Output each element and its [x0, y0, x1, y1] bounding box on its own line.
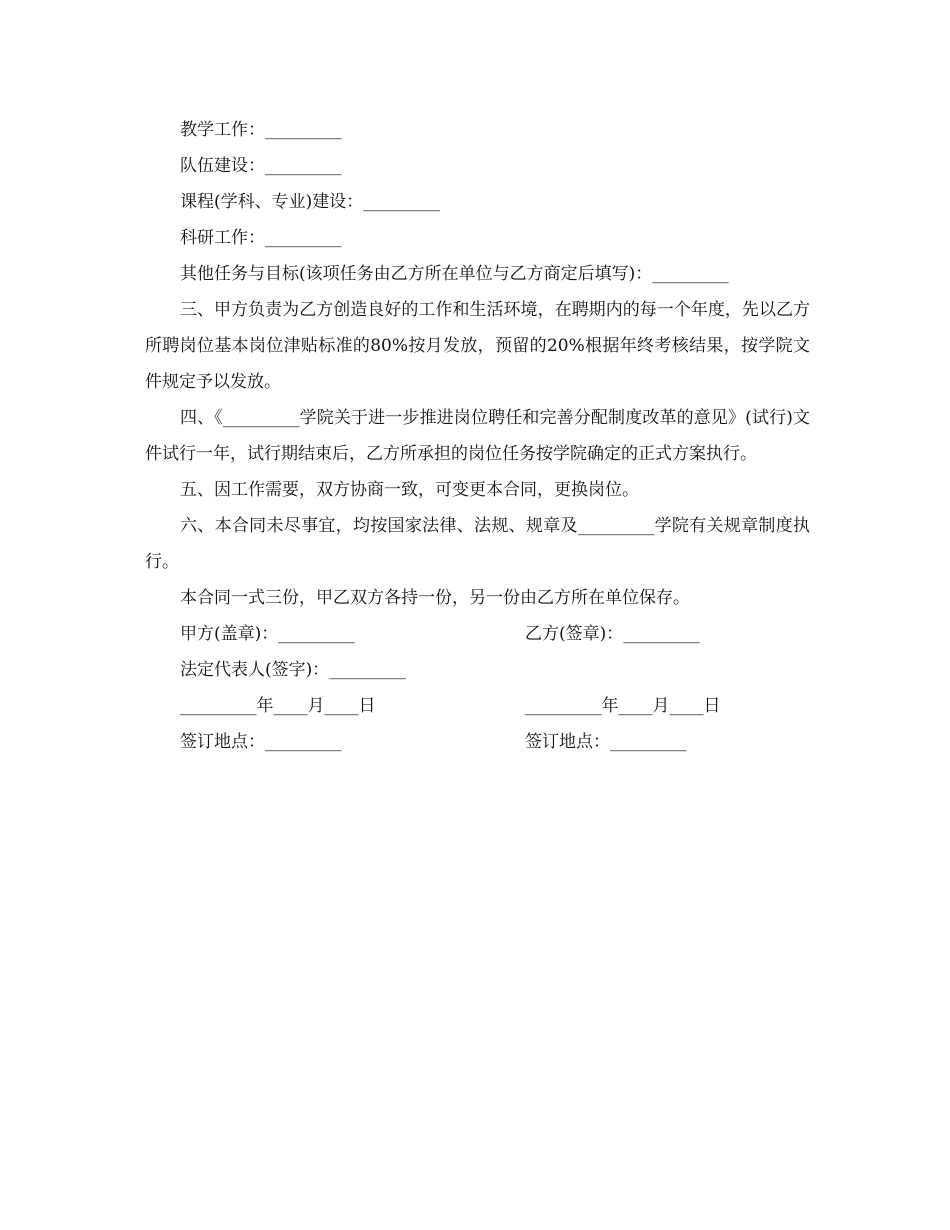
clause-six: 六、本合同未尽事宜，均按国家法律、法规、规章及_________学院有关规章制度执行。 — [145, 516, 810, 572]
team-building-line: 队伍建设：_________ — [180, 156, 342, 176]
research-work-line: 科研工作：_________ — [180, 228, 342, 248]
contract-page — [145, 112, 810, 760]
clause-three: 三、甲方负责为乙方创造良好的工作和生活环境，在聘期内的每一个年度，先以乙方所聘岗位基本岗位津贴标准的80%按月发放，预留的20%根据年终考核结果，按学院文件规定予以发放。 — [145, 300, 810, 392]
party-a-place: 签订地点：_________ — [180, 732, 342, 752]
clause-five: 五、因工作需要，双方协商一致，可变更本合同，更换岗位。 — [180, 480, 639, 500]
place-row — [145, 724, 810, 760]
party-b-place: 签订地点：_________ — [525, 732, 687, 752]
legal-rep-row — [145, 652, 810, 688]
teaching-work-line: 教学工作：_________ — [180, 120, 342, 140]
course-building-line: 课程(学科、专业)建设：_________ — [180, 192, 440, 212]
date-row — [145, 688, 810, 724]
party-a-date: _________年____月____日 — [180, 696, 376, 716]
party-b-date: _________年____月____日 — [525, 696, 721, 716]
party-b-signature: 乙方(签章)：_________ — [525, 624, 700, 644]
seal-row — [145, 616, 810, 652]
copies-clause: 本合同一式三份，甲乙双方各持一份，另一份由乙方所在单位保存。 — [180, 588, 690, 608]
party-a-seal: 甲方(盖章)：_________ — [180, 624, 355, 644]
legal-representative: 法定代表人(签字)：_________ — [180, 660, 406, 680]
clause-four: 四、《_________学院关于进一步推进岗位聘任和完善分配制度改革的意见》(试行)文件试行一年，试行期结束后，乙方所承担的岗位任务按学院确定的正式方案执行。 — [145, 408, 810, 464]
other-tasks-line: 其他任务与目标(该项任务由乙方所在单位与乙方商定后填写)：_________ — [180, 264, 729, 284]
